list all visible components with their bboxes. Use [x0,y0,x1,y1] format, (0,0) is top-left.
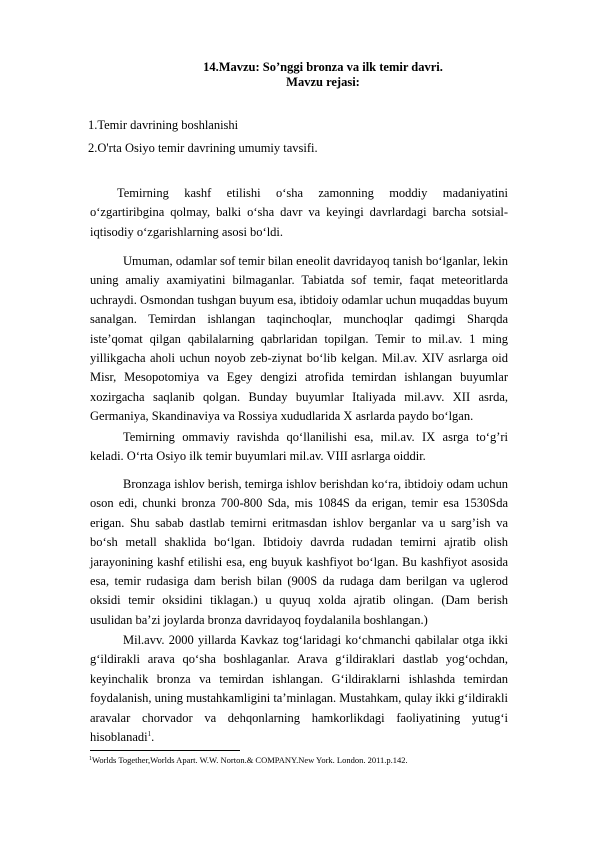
paragraph-1: Temirning kashf etilishi o‘sha zamonning moddiy madaniyatini o‘zgartiribgina qolmay, balki o‘sha davr va keyingi davrlardagi barcha sotsial-iqtisodiy o‘zgarishlarning asosi bo‘ldi. [90,186,508,239]
plan-item-2: 2.O'rta Osiyo temir davrining umumiy tavsifi. [88,141,318,155]
footnote-number: 1 [89,756,92,762]
paragraph-2: Umuman, odamlar sof temir bilan eneolit davridayoq tanish bo‘lganlar, lekin uning amaliy axamiyatini bilmaganlar. Tabiatda sof temir, faqat meteoritlarda uchraydi. Osmondan tushgan buyum esa, ibtidoiy odamlar uchun muqaddas buyum sanalgan. Temirdan ishlangan taqinchoqlar, munchoqlar qadimgi Sharqda iste’qomat qilgan qabilalarning qabrlaridan topilgan. Temir to mil.av. 1 ming yillikgacha aholi uchun noyob zeb-ziynat bo‘lib kelgan. Mil.av. XIV asrlarga oid Misr, Mesopotomiya va Egey dengizi atrofida temirdan ishlangan buyumlar xozirgacha saqlanib qolgan. Bunday buyumlar Italiyada mil.avv. XII asrda, Germaniya, Skandinaviya va Rossiya xududlarida X asrlarda paydo bo‘lgan. [90,254,508,424]
paragraph-4: Bronzaga ishlov berish, temirga ishlov berishdan ko‘ra, ibtidoiy odam uchun oson edi, chunki bronza 700-800 Sda, mis 1084S da erigan, temir esa 1530Sda erigan. Shu sabab dastlab temirni eritmasdan ishlov berganlar va u sarg’ish va bo‘sh metall shaklida bo‘lgan. Ibtidoiy davrda rudadan temirni ajratib olish jarayonining kashf etilishi esa, eng buyuk kashfiyot bo‘lgan. Bu kashfiyot asosida esa, temir rudasiga dam berish bilan (900S da rudaga dam berilgan va uglerod oksidi temir oksidini tiklagan.) u quyuq xolda ajratib olingan. (Dam berish usulidan ba’zi joylarda bronza davridayoq foydalanila boshlangan.) [90,477,508,627]
paragraph-5-text: Mil.avv. 2000 yillarda Kavkaz tog‘laridagi ko‘chmanchi qabilalar otga ikki g‘ildirakli arava qo‘sha boshlaganlar. Arava g‘ildiraklari dastlab yog‘ochdan, keyinchalik bronza va temirdan ishlangan. G‘ildiraklarni ishlashda temirdan foydalanish, uning mustahkamligini ta’minlagan. Mustahkam, qulay ikki g‘ildirakli aravalar chorvador va dehqonlarning hamkorlikdagi faoliyatining yutug‘i hisoblanadi [90,633,508,745]
paragraph-5 [90,631,508,747]
lecture-plan-heading: Mavzu rejasi: [286,75,360,89]
footnote-text: Worlds Together,Worlds Apart. W.W. Norton.& COMPANY.New York. London. 2011.p.142. [92,755,408,765]
footnote-divider [90,750,240,751]
footnote-reference[interactable]: 1 [147,730,152,739]
paragraph-5-end: . [151,730,155,745]
lecture-title: 14.Mavzu: So’nggi bronza va ilk temir davri. [203,60,443,74]
plan-item-1: 1.Temir davrining boshlanishi [88,118,239,132]
footnote [89,755,408,766]
paragraph-3: Temirning ommaviy ravishda qo‘llanilishi esa, mil.av. IX asrga to‘g’ri keladi. O‘rta Osiyo ilk temir buyumlari mil.av. VIII asrlarga oiddir. [90,430,508,464]
